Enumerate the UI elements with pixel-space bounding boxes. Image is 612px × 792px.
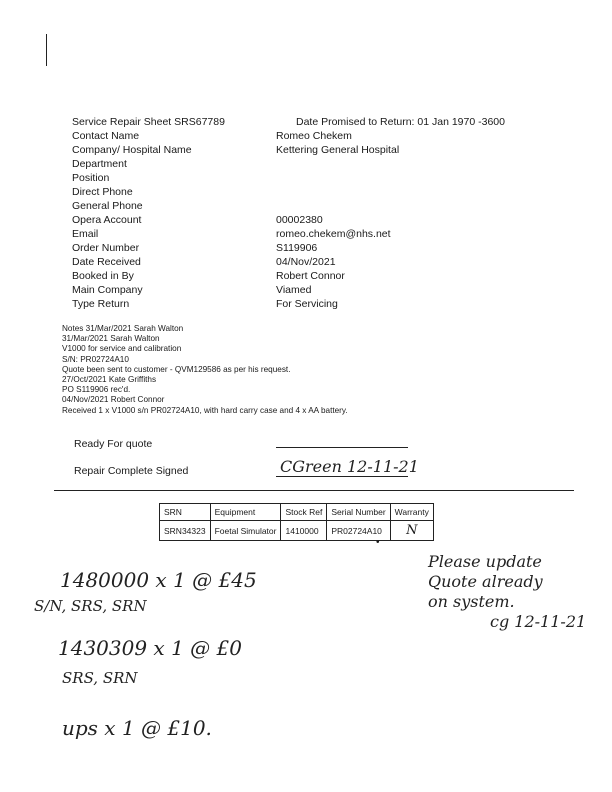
field-value-company: Kettering General Hospital: [276, 144, 400, 156]
ready-for-quote-label: Ready For quote: [74, 438, 153, 450]
cell-warranty: N: [390, 521, 433, 541]
field-label-company: Company/ Hospital Name: [72, 144, 192, 156]
handwritten-note-4: cg 12-11-21: [490, 612, 587, 631]
field-label-direct-phone: Direct Phone: [72, 186, 133, 198]
field-label-email: Email: [72, 228, 99, 240]
sheet-title: Service Repair Sheet SRS67789: [72, 116, 225, 128]
field-value-contact-name: Romeo Chekem: [276, 130, 352, 142]
cell-stock-ref: 1410000: [281, 521, 327, 541]
section-divider: [54, 490, 574, 491]
header-srn: SRN: [160, 504, 211, 521]
equipment-table: [159, 503, 434, 541]
field-value-order-number: S119906: [276, 242, 318, 254]
handwritten-line-1b: S/N, SRS, SRN: [34, 597, 147, 615]
field-value-booked-in-by: Robert Connor: [276, 270, 345, 282]
note-line: PO S119906 rec'd.: [62, 385, 131, 395]
field-label-position: Position: [72, 172, 110, 184]
handwritten-line-1: 1480000 x 1 @ £45: [60, 568, 257, 592]
field-label-department: Department: [72, 158, 127, 170]
header-serial-number: Serial Number: [327, 504, 390, 521]
cell-serial-number: PR02724A10: [327, 521, 390, 541]
header-equipment: Equipment: [210, 504, 281, 521]
table-header-row: [160, 504, 434, 521]
field-value-date-received: 04/Nov/2021: [276, 256, 336, 268]
field-label-type-return: Type Return: [72, 298, 130, 310]
handwritten-note-1: Please update: [428, 552, 542, 571]
field-label-opera-account: Opera Account: [72, 214, 142, 226]
cell-equipment: Foetal Simulator: [210, 521, 281, 541]
table-row: [160, 521, 434, 541]
field-value-email: romeo.chekem@nhs.net: [276, 228, 391, 240]
field-value-opera-account: 00002380: [276, 214, 323, 226]
handwritten-line-2: 1430309 x 1 @ £0: [58, 636, 242, 660]
ink-mark: •: [376, 537, 380, 548]
handwritten-note-2: Quote already: [428, 572, 543, 591]
repair-complete-label: Repair Complete Signed: [74, 465, 189, 477]
note-line: V1000 for service and calibration: [62, 344, 182, 354]
handwritten-line-3: ups x 1 @ £10.: [62, 716, 212, 740]
note-line: 31/Mar/2021 Sarah Walton: [62, 334, 160, 344]
note-line: 27/Oct/2021 Kate Griffiths: [62, 375, 157, 385]
note-line: S/N: PR02724A10: [62, 354, 129, 364]
field-value-main-company: Viamed: [276, 284, 312, 296]
field-label-general-phone: General Phone: [72, 200, 143, 212]
note-line: Notes 31/Mar/2021 Sarah Walton: [62, 324, 184, 333]
field-label-date-received: Date Received: [72, 256, 141, 268]
date-promised: Date Promised to Return: 01 Jan 1970 -3600: [296, 116, 505, 128]
note-line: 04/Nov/2021 Robert Connor: [62, 395, 165, 405]
field-value-type-return: For Servicing: [276, 298, 338, 310]
notes-block: [62, 324, 348, 416]
header-warranty: Warranty: [390, 504, 433, 521]
cell-srn: SRN34323: [160, 521, 211, 541]
repair-signature: CGreen 12-11-21: [280, 457, 419, 476]
field-label-order-number: Order Number: [72, 242, 140, 254]
repair-signature-line: [276, 476, 408, 477]
margin-mark: [46, 34, 47, 66]
note-line: Quote been sent to customer - QVM129586 as per his request.: [62, 364, 291, 374]
handwritten-line-2b: SRS, SRN: [62, 669, 138, 687]
note-line: Received 1 x V1000 s/n PR02724A10, with hard carry case and 4 x AA battery.: [62, 405, 348, 415]
handwritten-note-3: on system.: [428, 592, 515, 611]
header-stock-ref: Stock Ref: [281, 504, 327, 521]
field-label-main-company: Main Company: [72, 284, 143, 296]
field-label-booked-in-by: Booked in By: [72, 270, 134, 282]
ready-signature-line: [276, 447, 408, 448]
field-label-contact-name: Contact Name: [72, 130, 140, 142]
